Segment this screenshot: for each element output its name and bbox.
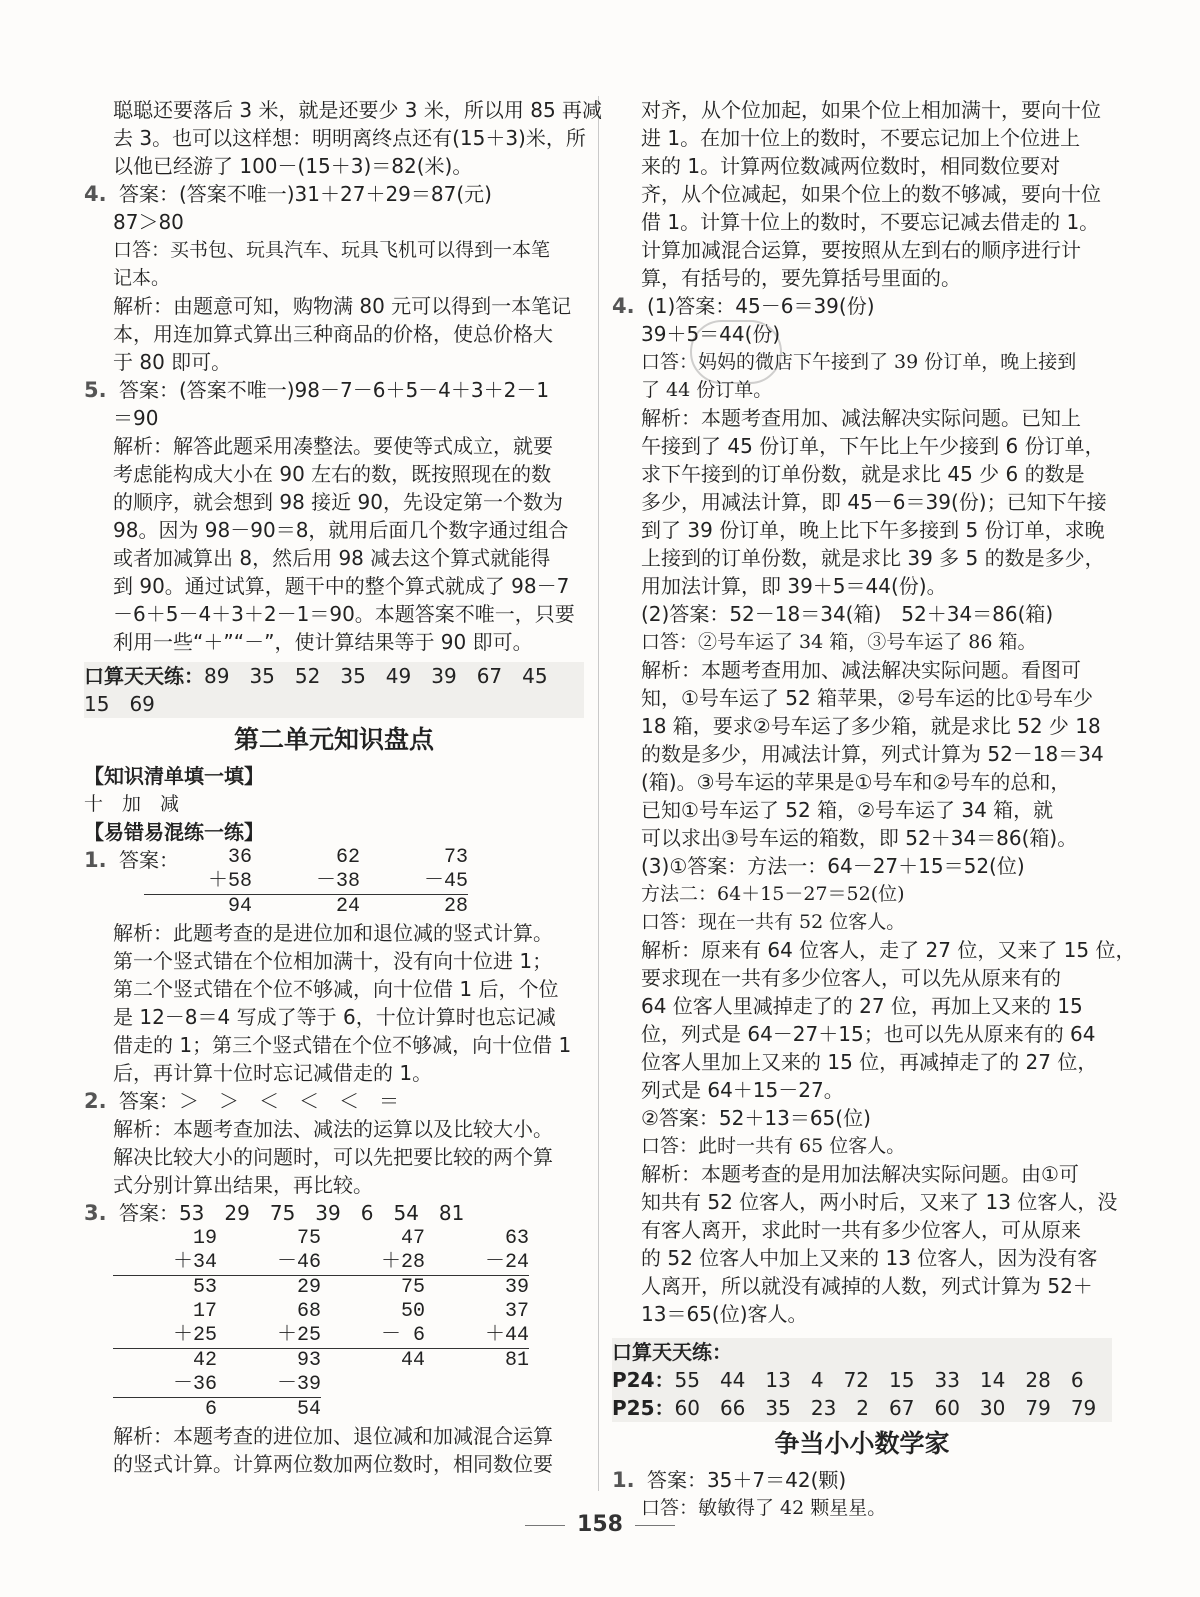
question-number: 1. <box>612 1468 635 1492</box>
explanation: 解析：本题考查加法、减法的运算以及比较大小。 <box>113 1117 553 1141</box>
oral-answer: 口答：买书包、玩具汽车、玩具飞机可以得到一本笔 <box>113 239 551 261</box>
answer-label: 答案： <box>118 848 179 872</box>
oral-answer: 记本。 <box>113 267 171 289</box>
oral-answer: 了 44 份订单。 <box>641 379 773 401</box>
answer-text: 答案：(答案不唯一)31＋27＋29＝87(元) <box>118 182 492 206</box>
section-title: 第二单元知识盘点 <box>233 725 434 754</box>
explanation: 已知①号车运了 52 箱，②号车运了 34 箱，就 <box>641 798 1054 822</box>
answer-text: 答案：35＋7＝42(颗) <box>646 1468 847 1492</box>
oral-answer: 口答：②号车运了 34 箱，③号车运了 86 箱。 <box>641 631 1037 653</box>
oral-practice-box <box>612 1338 1112 1422</box>
subsection-header: 【易错易混练一练】 <box>84 820 264 844</box>
explanation: 的数是多少，用减法计算，列式计算为 52－18＝34 <box>641 742 1104 766</box>
explanation: 知共有 52 位客人，两小时后，又来了 13 位客人，没 <box>641 1190 1118 1214</box>
vertical-calc-group <box>84 1227 584 1300</box>
page-number: 158 <box>0 1512 1200 1537</box>
explanation: 解析：本题考查的进位加、退位减和加减混合运算 <box>113 1424 553 1448</box>
explanation: 是 12－8＝4 写成了等于 6，十位计算时也忘记减 <box>113 1005 556 1029</box>
explanation: 列式是 64＋15－27。 <box>641 1078 844 1102</box>
answer-text: ②答案：52＋13＝65(位) <box>641 1106 871 1130</box>
vertical-calc: 17 ＋25 42 －36 6 <box>113 1300 217 1422</box>
explanation: 解析：本题考查的是用加法解决实际问题。由①可 <box>641 1162 1079 1186</box>
explanation: 用加法计算，即 39＋5＝44(份)。 <box>641 574 947 598</box>
explanation: 解析：本题考查用加、减法解决实际问题。已知上 <box>641 406 1081 430</box>
column-divider <box>598 96 599 1491</box>
question-number: 3. <box>84 1201 107 1225</box>
s1-answer <box>612 1466 1112 1494</box>
explanation: 的顺序，就会想到 98 接近 90，先设定第一个数为 <box>113 490 563 514</box>
explanation: 式分别计算出结果，再比较。 <box>113 1173 373 1197</box>
explanation: 的竖式计算。计算两位数加两位数时，相同数位要 <box>113 1452 553 1476</box>
oral-practice-box <box>84 662 584 718</box>
vertical-calc: 68 ＋25 93 －39 54 <box>217 1300 321 1422</box>
text-line: ＝90 <box>113 406 159 430</box>
explanation: 解析：原来有 64 位客人，走了 27 位，又来了 15 位， <box>641 938 1136 962</box>
text-line: 39＋5＝44(份) <box>641 322 781 346</box>
explanation: 第二个竖式错在个位不够减，向十位借 1 后，个位 <box>113 977 559 1001</box>
explanation: 午接到了 45 份订单，下午比上午少接到 6 份订单， <box>641 434 1105 458</box>
vertical-calc: 73 －45 28 <box>360 846 468 919</box>
explanation: 利用一些“＋”“－”，使计算结果等于 90 即可。 <box>113 630 533 654</box>
explanation: 求下午接到的订单份数，就是求比 45 少 6 的数是 <box>641 462 1085 486</box>
explanation: 98。因为 98－90＝8，就用后面几个数字通过组合 <box>113 518 569 542</box>
explanation: 解决比较大小的问题时，可以先把要比较的两个算 <box>113 1145 553 1169</box>
fill-answer: 十 加 减 <box>84 793 180 815</box>
oral-practice-values: 15 69 <box>84 692 155 716</box>
answer-text: 答案：＞ ＞ ＜ ＜ ＜ ＝ <box>118 1089 399 1113</box>
vertical-calc-group <box>84 846 584 919</box>
oral-answer: 口答：现在一共有 52 位客人。 <box>641 911 906 933</box>
explanation: 人离开，所以就没有减掉的人数，列式计算为 52＋ <box>641 1274 1093 1298</box>
question-number: 1. <box>84 848 107 872</box>
answer-text: 方法二：64＋15－27＝52(位) <box>641 883 905 905</box>
explanation: 第一个竖式错在个位相加满十，没有向十位进 1； <box>113 949 553 973</box>
page-ref: P25： <box>612 1396 675 1420</box>
oral-practice-values: 89 35 52 35 49 39 67 45 <box>204 664 548 688</box>
text-line: 87＞80 <box>113 210 184 234</box>
explanation: 要求现在一共有多少位客人，可以先从原来有的 <box>641 966 1061 990</box>
vertical-calc: 37 ＋44 81 <box>425 1300 529 1422</box>
e2-answer <box>84 1087 584 1115</box>
oral-answer: 口答：敏敏得了 42 颗星星。 <box>641 1497 887 1519</box>
oral-answer: 口答：妈妈的微店下午接到了 39 份订单，晚上接到 <box>641 351 1077 373</box>
explanation: 解析：本题考查用加、减法解决实际问题。看图可 <box>641 658 1081 682</box>
e3-answer <box>84 1199 584 1227</box>
oral-answer: 口答：此时一共有 65 位客人。 <box>641 1135 906 1157</box>
explanation: 后，再计算十位时忘记减借走的 1。 <box>113 1061 433 1085</box>
text-line: 去 3。也可以这样想：明明离终点还有(15＋3)米，所 <box>113 126 586 150</box>
explanation: 13＝65(位)客人。 <box>641 1302 808 1326</box>
oral-practice-values: 60 66 35 23 2 67 60 30 79 79 <box>674 1396 1097 1420</box>
q5-answer <box>84 376 584 404</box>
explanation: (箱)。③号车运的苹果是①号车和②号车的总和， <box>641 770 1071 794</box>
vertical-calc: 50 － 6 44 <box>321 1300 425 1422</box>
explanation: 本，用连加算式算出三种商品的价格，使总价格大 <box>113 322 553 346</box>
text-line: 来的 1。计算两位数减两位数时，相同数位要对 <box>641 154 1061 178</box>
explanation: 18 箱，要求②号车运了多少箱，就是求比 52 少 18 <box>641 714 1101 738</box>
text-line: 借 1。计算十位上的数时，不要忘记减去借走的 1。 <box>641 210 1100 234</box>
question-number: 5. <box>84 378 107 402</box>
vertical-calc: 47 ＋28 75 <box>321 1227 425 1300</box>
explanation: 位，列式是 64－27＋15；也可以先从原来有的 64 <box>641 1022 1096 1046</box>
page-ref: P24： <box>612 1368 675 1392</box>
question-number: 4. <box>84 182 107 206</box>
text-line: 进 1。在加十位上的数时，不要忘记加上个位进上 <box>641 126 1081 150</box>
vertical-calc: 63 －24 39 <box>425 1227 529 1300</box>
answer-text: 答案：(答案不唯一)98－7－6＋5－4＋3＋2－1 <box>118 378 550 402</box>
explanation: 解析：解答此题采用凑整法。要使等式成立，就要 <box>113 434 553 458</box>
left-column <box>84 96 603 1478</box>
text-line: 以他已经游了 100－(15＋3)＝82(米)。 <box>113 154 473 178</box>
explanation: 知，①号车运了 52 箱苹果，②号车运的比①号车少 <box>641 686 1093 710</box>
answer-text: (3)①答案：方法一：64－27＋15＝52(位) <box>641 854 1025 878</box>
answer-text: (1)答案：45－6＝39(份) <box>646 294 875 318</box>
subsection-header: 【知识清单填一填】 <box>84 764 264 788</box>
oral-practice-values: 55 44 13 4 72 15 33 14 28 6 <box>674 1368 1084 1392</box>
explanation: 上接到的订单份数，就是求比 39 多 5 的数是多少， <box>641 546 1105 570</box>
section-title: 争当小小数学家 <box>774 1429 950 1458</box>
explanation: 有客人离开，求此时一共有多少位客人，可从原来 <box>641 1218 1081 1242</box>
oral-practice-label: 口算天天练： <box>84 664 204 688</box>
explanation: 或者加减算出 8，然后用 98 减去这个算式就能得 <box>113 546 551 570</box>
explanation: 的 52 位客人中加上又来的 13 位客人，因为没有客 <box>641 1246 1098 1270</box>
text-line: 计算加减混合运算，要按照从左到右的顺序进行计 <box>641 238 1081 262</box>
question-number: 4. <box>612 294 635 318</box>
explanation: 解析：由题意可知，购物满 80 元可以得到一本笔记 <box>113 294 572 318</box>
explanation: 可以求出③号车运的箱数，即 52＋34＝86(箱)。 <box>641 826 1078 850</box>
vertical-calc: 36 ＋58 94 <box>144 846 252 919</box>
oral-practice-label: 口算天天练： <box>612 1340 732 1364</box>
explanation: 于 80 即可。 <box>113 350 232 374</box>
vertical-calc-group <box>84 1300 584 1422</box>
text-line: 对齐，从个位加起，如果个位上相加满十，要向十位 <box>641 98 1101 122</box>
explanation: 位客人里加上又来的 15 位，再减掉走了的 27 位， <box>641 1050 1098 1074</box>
vertical-calc: 75 －46 29 <box>217 1227 321 1300</box>
text-line: 聪聪还要落后 3 米，就是还要少 3 米，所以用 85 再减 <box>113 98 603 122</box>
vertical-calc: 19 ＋34 53 <box>113 1227 217 1300</box>
q4-answer <box>612 292 1112 320</box>
explanation: 借走的 1；第三个竖式错在个位不够减，向十位借 1 <box>113 1033 572 1057</box>
explanation: 解析：此题考查的是进位加和退位减的竖式计算。 <box>113 921 553 945</box>
explanation: 到了 39 份订单，晚上比下午多接到 5 份订单，求晚 <box>641 518 1105 542</box>
answer-text: 答案：53 29 75 39 6 54 81 <box>118 1201 465 1225</box>
explanation: 多少，用减法计算，即 45－6＝39(份)；已知下午接 <box>641 490 1107 514</box>
answer-text: (2)答案：52－18＝34(箱) 52＋34＝86(箱) <box>641 602 1054 626</box>
explanation: 考虑能构成大小在 90 左右的数，既按照现在的数 <box>113 462 552 486</box>
vertical-calc: 62 －38 24 <box>252 846 360 919</box>
question-number: 2. <box>84 1089 107 1113</box>
right-column <box>612 96 1136 1522</box>
explanation: 到 90。通过试算，题干中的整个算式就成了 98－7 <box>113 574 570 598</box>
text-line: 齐，从个位减起，如果个位上的数不够减，要向十位 <box>641 182 1101 206</box>
explanation: 64 位客人里减掉走了的 27 位，再加上又来的 15 <box>641 994 1083 1018</box>
explanation: －6＋5－4＋3＋2－1＝90。本题答案不唯一，只要 <box>113 602 575 626</box>
text-line: 算，有括号的，要先算括号里面的。 <box>641 266 961 290</box>
q4-answer <box>84 180 584 208</box>
